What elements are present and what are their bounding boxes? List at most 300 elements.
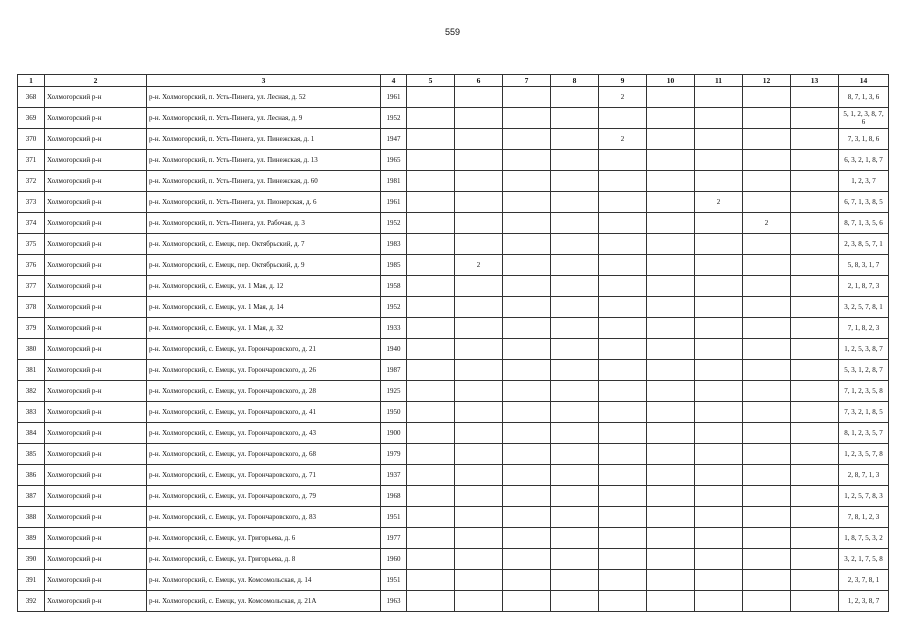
col6-cell [455, 171, 503, 192]
col11-cell [695, 381, 743, 402]
row-number: 386 [18, 465, 45, 486]
address-cell: р-н. Холмогорский, п. Усть-Пинега, ул. Рабочая, д. 3 [147, 213, 381, 234]
col13-cell [791, 570, 839, 591]
address-cell: р-н. Холмогорский, с. Емецк, ул. Горончаровского, д. 68 [147, 444, 381, 465]
col10-cell [647, 570, 695, 591]
col5-cell [407, 276, 455, 297]
col14-cell: 7, 3, 1, 8, 6 [839, 129, 889, 150]
col12-cell [743, 87, 791, 108]
district-cell: Холмогорский р-н [45, 528, 147, 549]
col7-cell [503, 570, 551, 591]
year-cell: 1947 [381, 129, 407, 150]
year-cell: 1925 [381, 381, 407, 402]
column-header: 7 [503, 75, 551, 87]
table-row [18, 402, 889, 423]
col12-cell [743, 444, 791, 465]
address-cell: р-н. Холмогорский, п. Усть-Пинега, ул. Пинежская, д. 13 [147, 150, 381, 171]
col13-cell [791, 318, 839, 339]
col11-cell [695, 213, 743, 234]
col13-cell [791, 87, 839, 108]
col7-cell [503, 339, 551, 360]
table-row [18, 486, 889, 507]
col9-cell [599, 255, 647, 276]
row-number: 392 [18, 591, 45, 612]
table-row [18, 549, 889, 570]
col6-cell [455, 360, 503, 381]
address-cell: р-н. Холмогорский, с. Емецк, ул. 1 Мая, д. 14 [147, 297, 381, 318]
col12-cell [743, 528, 791, 549]
col6-cell [455, 486, 503, 507]
address-cell: р-н. Холмогорский, с. Емецк, ул. Комсомольская, д. 14 [147, 570, 381, 591]
address-cell: р-н. Холмогорский, с. Емецк, ул. 1 Мая, д. 12 [147, 276, 381, 297]
table-row [18, 570, 889, 591]
col12-cell [743, 255, 791, 276]
table-row [18, 297, 889, 318]
col13-cell [791, 297, 839, 318]
page-number: 559 [444, 27, 461, 37]
col12-cell [743, 570, 791, 591]
col5-cell [407, 360, 455, 381]
col14-cell: 1, 2, 5, 7, 8, 3 [839, 486, 889, 507]
col8-cell [551, 276, 599, 297]
col8-cell [551, 192, 599, 213]
col9-cell [599, 297, 647, 318]
col9-cell [599, 108, 647, 129]
col11-cell [695, 318, 743, 339]
table-row [18, 360, 889, 381]
district-cell: Холмогорский р-н [45, 255, 147, 276]
col5-cell [407, 213, 455, 234]
district-cell: Холмогорский р-н [45, 234, 147, 255]
column-header: 8 [551, 75, 599, 87]
col7-cell [503, 234, 551, 255]
col8-cell [551, 339, 599, 360]
col13-cell [791, 108, 839, 129]
col12-cell [743, 402, 791, 423]
table-row [18, 276, 889, 297]
col13-cell [791, 507, 839, 528]
col5-cell [407, 423, 455, 444]
col12-cell [743, 129, 791, 150]
col13-cell [791, 465, 839, 486]
address-cell: р-н. Холмогорский, с. Емецк, ул. Горончаровского, д. 28 [147, 381, 381, 402]
table-row [18, 507, 889, 528]
col6-cell [455, 192, 503, 213]
col6-cell [455, 381, 503, 402]
district-cell: Холмогорский р-н [45, 276, 147, 297]
year-cell: 1937 [381, 465, 407, 486]
col13-cell [791, 486, 839, 507]
col6-cell [455, 591, 503, 612]
table-row [18, 213, 889, 234]
col12-cell [743, 171, 791, 192]
col11-cell [695, 591, 743, 612]
col7-cell [503, 507, 551, 528]
col6-cell [455, 423, 503, 444]
address-cell: р-н. Холмогорский, с. Емецк, ул. 1 Мая, д. 32 [147, 318, 381, 339]
column-header: 2 [45, 75, 147, 87]
col8-cell [551, 528, 599, 549]
col14-cell: 1, 2, 3, 7 [839, 171, 889, 192]
col5-cell [407, 87, 455, 108]
col8-cell [551, 402, 599, 423]
col11-cell [695, 171, 743, 192]
col5-cell [407, 129, 455, 150]
col6-cell [455, 528, 503, 549]
col8-cell [551, 255, 599, 276]
col14-cell: 1, 8, 7, 5, 3, 2 [839, 528, 889, 549]
col12-cell [743, 486, 791, 507]
column-header: 6 [455, 75, 503, 87]
col12-cell [743, 192, 791, 213]
col9-cell [599, 465, 647, 486]
col11-cell [695, 570, 743, 591]
col14-cell: 6, 3, 2, 1, 8, 7 [839, 150, 889, 171]
column-header: 1 [18, 75, 45, 87]
column-header: 11 [695, 75, 743, 87]
col11-cell [695, 297, 743, 318]
col14-cell: 6, 7, 1, 3, 8, 5 [839, 192, 889, 213]
col10-cell [647, 171, 695, 192]
col5-cell [407, 150, 455, 171]
col9-cell [599, 423, 647, 444]
col8-cell [551, 360, 599, 381]
address-cell: р-н. Холмогорский, с. Емецк, ул. Горончаровского, д. 79 [147, 486, 381, 507]
col12-cell [743, 108, 791, 129]
address-cell: р-н. Холмогорский, с. Емецк, ул. Григорьева, д. 6 [147, 528, 381, 549]
table-row [18, 192, 889, 213]
year-cell: 1952 [381, 213, 407, 234]
year-cell: 1963 [381, 591, 407, 612]
col6-cell [455, 234, 503, 255]
col6-cell [455, 318, 503, 339]
registry-table [17, 74, 889, 612]
col7-cell [503, 423, 551, 444]
col14-cell: 2, 8, 7, 1, 3 [839, 465, 889, 486]
address-cell: р-н. Холмогорский, с. Емецк, пер. Октябрьский, д. 9 [147, 255, 381, 276]
col9-cell [599, 486, 647, 507]
col8-cell [551, 591, 599, 612]
col10-cell [647, 234, 695, 255]
col5-cell [407, 318, 455, 339]
col9-cell [599, 171, 647, 192]
col12-cell [743, 423, 791, 444]
address-cell: р-н. Холмогорский, п. Усть-Пинега, ул. Пинежская, д. 60 [147, 171, 381, 192]
col11-cell [695, 402, 743, 423]
col5-cell [407, 528, 455, 549]
column-header: 9 [599, 75, 647, 87]
col9-cell [599, 339, 647, 360]
col9-cell [599, 444, 647, 465]
col8-cell [551, 570, 599, 591]
row-number: 381 [18, 360, 45, 381]
col11-cell [695, 444, 743, 465]
col12-cell: 2 [743, 213, 791, 234]
col14-cell: 2, 1, 8, 7, 3 [839, 276, 889, 297]
col13-cell [791, 528, 839, 549]
col13-cell [791, 129, 839, 150]
col5-cell [407, 549, 455, 570]
col10-cell [647, 528, 695, 549]
col14-cell: 8, 7, 1, 3, 5, 6 [839, 213, 889, 234]
col12-cell [743, 360, 791, 381]
col13-cell [791, 276, 839, 297]
col12-cell [743, 591, 791, 612]
table-row [18, 318, 889, 339]
col14-cell: 7, 3, 2, 1, 8, 5 [839, 402, 889, 423]
col8-cell [551, 318, 599, 339]
col14-cell: 3, 2, 5, 7, 8, 1 [839, 297, 889, 318]
col8-cell [551, 465, 599, 486]
col9-cell: 2 [599, 87, 647, 108]
col12-cell [743, 549, 791, 570]
district-cell: Холмогорский р-н [45, 171, 147, 192]
col10-cell [647, 87, 695, 108]
col9-cell [599, 213, 647, 234]
col5-cell [407, 591, 455, 612]
row-number: 389 [18, 528, 45, 549]
col11-cell [695, 549, 743, 570]
table-row [18, 465, 889, 486]
col9-cell [599, 570, 647, 591]
col8-cell [551, 297, 599, 318]
table-row [18, 381, 889, 402]
district-cell: Холмогорский р-н [45, 318, 147, 339]
col7-cell [503, 192, 551, 213]
col7-cell [503, 213, 551, 234]
col6-cell [455, 150, 503, 171]
district-cell: Холмогорский р-н [45, 360, 147, 381]
district-cell: Холмогорский р-н [45, 507, 147, 528]
col12-cell [743, 318, 791, 339]
column-number-row [18, 75, 889, 87]
col5-cell [407, 192, 455, 213]
col5-cell [407, 381, 455, 402]
col7-cell [503, 444, 551, 465]
col13-cell [791, 213, 839, 234]
col10-cell [647, 465, 695, 486]
col9-cell [599, 276, 647, 297]
district-cell: Холмогорский р-н [45, 108, 147, 129]
col12-cell [743, 297, 791, 318]
col10-cell [647, 339, 695, 360]
col6-cell [455, 444, 503, 465]
col9-cell [599, 549, 647, 570]
col11-cell [695, 255, 743, 276]
col6-cell [455, 297, 503, 318]
col11-cell [695, 87, 743, 108]
row-number: 383 [18, 402, 45, 423]
col9-cell [599, 150, 647, 171]
col10-cell [647, 549, 695, 570]
col7-cell [503, 276, 551, 297]
col8-cell [551, 549, 599, 570]
col14-cell: 8, 1, 2, 3, 5, 7 [839, 423, 889, 444]
year-cell: 1950 [381, 402, 407, 423]
col8-cell [551, 381, 599, 402]
col14-cell: 7, 1, 2, 3, 5, 8 [839, 381, 889, 402]
col14-cell: 5, 3, 1, 2, 8, 7 [839, 360, 889, 381]
district-cell: Холмогорский р-н [45, 129, 147, 150]
col13-cell [791, 339, 839, 360]
year-cell: 1977 [381, 528, 407, 549]
col6-cell [455, 507, 503, 528]
row-number: 373 [18, 192, 45, 213]
row-number: 390 [18, 549, 45, 570]
district-cell: Холмогорский р-н [45, 339, 147, 360]
row-number: 388 [18, 507, 45, 528]
column-header: 4 [381, 75, 407, 87]
col11-cell [695, 423, 743, 444]
col11-cell [695, 234, 743, 255]
col7-cell [503, 108, 551, 129]
table-row [18, 255, 889, 276]
col5-cell [407, 507, 455, 528]
col13-cell [791, 444, 839, 465]
table-row [18, 171, 889, 192]
year-cell: 1951 [381, 507, 407, 528]
year-cell: 1965 [381, 150, 407, 171]
district-cell: Холмогорский р-н [45, 150, 147, 171]
year-cell: 1951 [381, 570, 407, 591]
col5-cell [407, 234, 455, 255]
district-cell: Холмогорский р-н [45, 549, 147, 570]
district-cell: Холмогорский р-н [45, 192, 147, 213]
col8-cell [551, 150, 599, 171]
year-cell: 1952 [381, 108, 407, 129]
col14-cell: 2, 3, 8, 5, 7, 1 [839, 234, 889, 255]
row-number: 379 [18, 318, 45, 339]
col10-cell [647, 150, 695, 171]
district-cell: Холмогорский р-н [45, 213, 147, 234]
col6-cell [455, 570, 503, 591]
col10-cell [647, 108, 695, 129]
col5-cell [407, 339, 455, 360]
column-header: 12 [743, 75, 791, 87]
col11-cell [695, 528, 743, 549]
col8-cell [551, 507, 599, 528]
col6-cell [455, 402, 503, 423]
row-number: 372 [18, 171, 45, 192]
year-cell: 1933 [381, 318, 407, 339]
row-number: 385 [18, 444, 45, 465]
col14-cell: 3, 2, 1, 7, 5, 8 [839, 549, 889, 570]
table-row [18, 150, 889, 171]
col8-cell [551, 129, 599, 150]
year-cell: 1940 [381, 339, 407, 360]
col10-cell [647, 276, 695, 297]
row-number: 374 [18, 213, 45, 234]
row-number: 391 [18, 570, 45, 591]
col11-cell [695, 150, 743, 171]
col9-cell [599, 360, 647, 381]
col5-cell [407, 255, 455, 276]
col6-cell [455, 213, 503, 234]
year-cell: 1960 [381, 549, 407, 570]
col6-cell [455, 465, 503, 486]
column-header: 10 [647, 75, 695, 87]
row-number: 384 [18, 423, 45, 444]
address-cell: р-н. Холмогорский, с. Емецк, ул. Горончаровского, д. 43 [147, 423, 381, 444]
year-cell: 1981 [381, 171, 407, 192]
col9-cell [599, 318, 647, 339]
col11-cell [695, 339, 743, 360]
district-cell: Холмогорский р-н [45, 297, 147, 318]
col13-cell [791, 150, 839, 171]
col10-cell [647, 192, 695, 213]
col5-cell [407, 570, 455, 591]
table-row [18, 108, 889, 129]
col10-cell [647, 129, 695, 150]
col13-cell [791, 402, 839, 423]
year-cell: 1985 [381, 255, 407, 276]
col11-cell [695, 108, 743, 129]
col10-cell [647, 444, 695, 465]
district-cell: Холмогорский р-н [45, 402, 147, 423]
col13-cell [791, 549, 839, 570]
col5-cell [407, 108, 455, 129]
col8-cell [551, 87, 599, 108]
district-cell: Холмогорский р-н [45, 591, 147, 612]
col14-cell: 7, 8, 1, 2, 3 [839, 507, 889, 528]
table-row [18, 528, 889, 549]
table-row [18, 591, 889, 612]
col14-cell: 5, 8, 3, 1, 7 [839, 255, 889, 276]
row-number: 387 [18, 486, 45, 507]
district-cell: Холмогорский р-н [45, 465, 147, 486]
col8-cell [551, 171, 599, 192]
col7-cell [503, 297, 551, 318]
row-number: 378 [18, 297, 45, 318]
year-cell: 1961 [381, 192, 407, 213]
col12-cell [743, 507, 791, 528]
district-cell: Холмогорский р-н [45, 423, 147, 444]
col5-cell [407, 486, 455, 507]
col12-cell [743, 339, 791, 360]
col10-cell [647, 423, 695, 444]
col11-cell [695, 507, 743, 528]
col11-cell: 2 [695, 192, 743, 213]
address-cell: р-н. Холмогорский, с. Емецк, ул. Горончаровского, д. 21 [147, 339, 381, 360]
col10-cell [647, 486, 695, 507]
col11-cell [695, 486, 743, 507]
col8-cell [551, 444, 599, 465]
col7-cell [503, 255, 551, 276]
address-cell: р-н. Холмогорский, с. Емецк, ул. Горончаровского, д. 71 [147, 465, 381, 486]
address-cell: р-н. Холмогорский, п. Усть-Пинега, ул. Пионерская, д. 6 [147, 192, 381, 213]
table-row [18, 423, 889, 444]
col5-cell [407, 465, 455, 486]
row-number: 382 [18, 381, 45, 402]
col12-cell [743, 381, 791, 402]
col9-cell [599, 591, 647, 612]
col11-cell [695, 360, 743, 381]
col9-cell [599, 192, 647, 213]
address-cell: р-н. Холмогорский, п. Усть-Пинега, ул. Лесная, д. 52 [147, 87, 381, 108]
col14-cell: 5, 1, 2, 3, 8, 7, 6 [839, 108, 889, 129]
column-header: 5 [407, 75, 455, 87]
registry-rows [18, 87, 889, 612]
col7-cell [503, 486, 551, 507]
col6-cell [455, 549, 503, 570]
address-cell: р-н. Холмогорский, п. Усть-Пинега, ул. Лесная, д. 9 [147, 108, 381, 129]
col10-cell [647, 318, 695, 339]
col7-cell [503, 129, 551, 150]
district-cell: Холмогорский р-н [45, 87, 147, 108]
col11-cell [695, 465, 743, 486]
col14-cell: 1, 2, 3, 8, 7 [839, 591, 889, 612]
col13-cell [791, 171, 839, 192]
